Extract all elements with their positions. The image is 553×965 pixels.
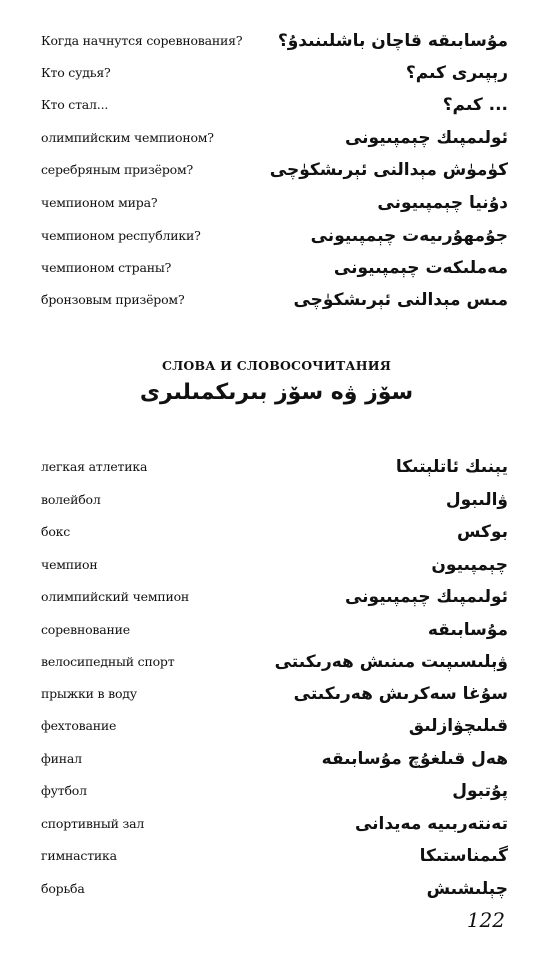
phrase-russian: Когда начнутся соревнования?	[41, 33, 243, 48]
section-title-russian: СЛОВА И СЛОВОСОЧИТАНИЯ	[161, 358, 392, 373]
vocabulary-row	[0, 553, 553, 577]
vocabulary-russian: финал	[41, 751, 82, 766]
vocabulary-row	[0, 844, 553, 868]
phrase-uyghur: مىس مېدالنى ئېرىشكۈچى	[293, 290, 508, 310]
phrase-row	[0, 256, 553, 280]
vocabulary-row	[0, 618, 553, 642]
vocabulary-russian: олимпийский чемпион	[41, 589, 190, 604]
vocabulary-russian: спортивный зал	[41, 816, 145, 831]
vocabulary-russian: фехтование	[41, 718, 117, 733]
vocabulary-russian: бокс	[41, 524, 71, 539]
vocabulary-russian: футбол	[41, 783, 87, 798]
phrase-row	[0, 93, 553, 117]
phrase-uyghur: ئولىمپىك چېمپىيونى	[344, 128, 508, 148]
phrase-uyghur: جۇمھۇرىيەت چېمپىيونى	[310, 226, 508, 246]
page-number: 122	[466, 908, 505, 932]
vocabulary-row	[0, 585, 553, 609]
phrase-row	[0, 126, 553, 150]
vocabulary-uyghur: گىمناستىكا	[419, 846, 508, 866]
vocabulary-russian: легкая атлетика	[41, 459, 148, 474]
vocabulary-row	[0, 682, 553, 706]
phrase-russian: олимпийским чемпионом?	[41, 130, 214, 145]
vocabulary-russian: велосипедный спорт	[41, 654, 175, 669]
vocabulary-row	[0, 747, 553, 771]
vocabulary-row	[0, 520, 553, 544]
phrase-uyghur: رېپىرى كىم؟	[405, 63, 508, 83]
vocabulary-row	[0, 812, 553, 836]
phrase-russian: бронзовым призёром?	[41, 292, 185, 307]
vocabulary-uyghur: ۋالىبول	[445, 490, 508, 510]
vocabulary-row	[0, 650, 553, 674]
vocabulary-uyghur: قىلىچۋازلىق	[408, 716, 508, 736]
vocabulary-uyghur: چېمپىيون	[431, 555, 508, 575]
vocabulary-uyghur: يېنىك ئاتلېتىكا	[395, 457, 508, 477]
vocabulary-uyghur: چېلىشىش	[426, 879, 508, 899]
phrase-russian: чемпионом республики?	[41, 228, 201, 243]
phrase-uyghur: مۇسابىقە قاچان باشلىنىدۇ؟	[277, 31, 508, 51]
vocabulary-russian: гимнастика	[41, 848, 117, 863]
vocabulary-uyghur: ۋېلىسىپىت مىنىش ھەرىكىتى	[274, 652, 508, 672]
section-title-uyghur: سۆز ۋە سۆز بىرىكمىلىرى	[139, 380, 414, 405]
vocabulary-uyghur: تەنتەربىيە مەيدانى	[354, 814, 508, 834]
vocabulary-uyghur: ئولىمپىك چېمپىيونى	[344, 587, 508, 607]
phrase-row	[0, 224, 553, 248]
vocabulary-row	[0, 779, 553, 803]
phrase-uyghur: دۇنيا چېمپىيونى	[377, 193, 508, 213]
vocabulary-row	[0, 455, 553, 479]
phrase-russian: чемпионом страны?	[41, 260, 172, 275]
vocabulary-uyghur: پۇتبول	[452, 781, 508, 801]
vocabulary-russian: борьба	[41, 881, 85, 896]
phrase-row	[0, 191, 553, 215]
vocabulary-russian: прыжки в воду	[41, 686, 137, 701]
vocabulary-uyghur: ھەل قىلغۇچ مۇسابىقە	[321, 749, 508, 769]
vocabulary-row	[0, 714, 553, 738]
phrase-uyghur: كۈمۈش مېدالنى ئېرىشكۈچى	[269, 160, 508, 180]
vocabulary-russian: соревнование	[41, 622, 130, 637]
vocabulary-row	[0, 488, 553, 512]
phrase-russian: Кто стал...	[41, 97, 109, 112]
vocabulary-uyghur: مۇسابىقە	[427, 620, 508, 640]
vocabulary-uyghur: سۇغا سەكرىش ھەرىكىتى	[293, 684, 508, 704]
phrase-uyghur: ... كىم؟	[442, 95, 508, 115]
phrase-russian: чемпионом мира?	[41, 195, 158, 210]
vocabulary-row	[0, 877, 553, 901]
phrase-russian: серебряным призёром?	[41, 162, 194, 177]
phrase-row	[0, 29, 553, 53]
vocabulary-uyghur: بوكس	[457, 522, 508, 542]
phrase-row	[0, 158, 553, 182]
vocabulary-russian: чемпион	[41, 557, 98, 572]
phrase-uyghur: مەملىكەت چېمپىيونى	[333, 258, 508, 278]
vocabulary-russian: волейбол	[41, 492, 101, 507]
phrase-row	[0, 288, 553, 312]
phrase-row	[0, 61, 553, 85]
phrase-russian: Кто судья?	[41, 65, 111, 80]
